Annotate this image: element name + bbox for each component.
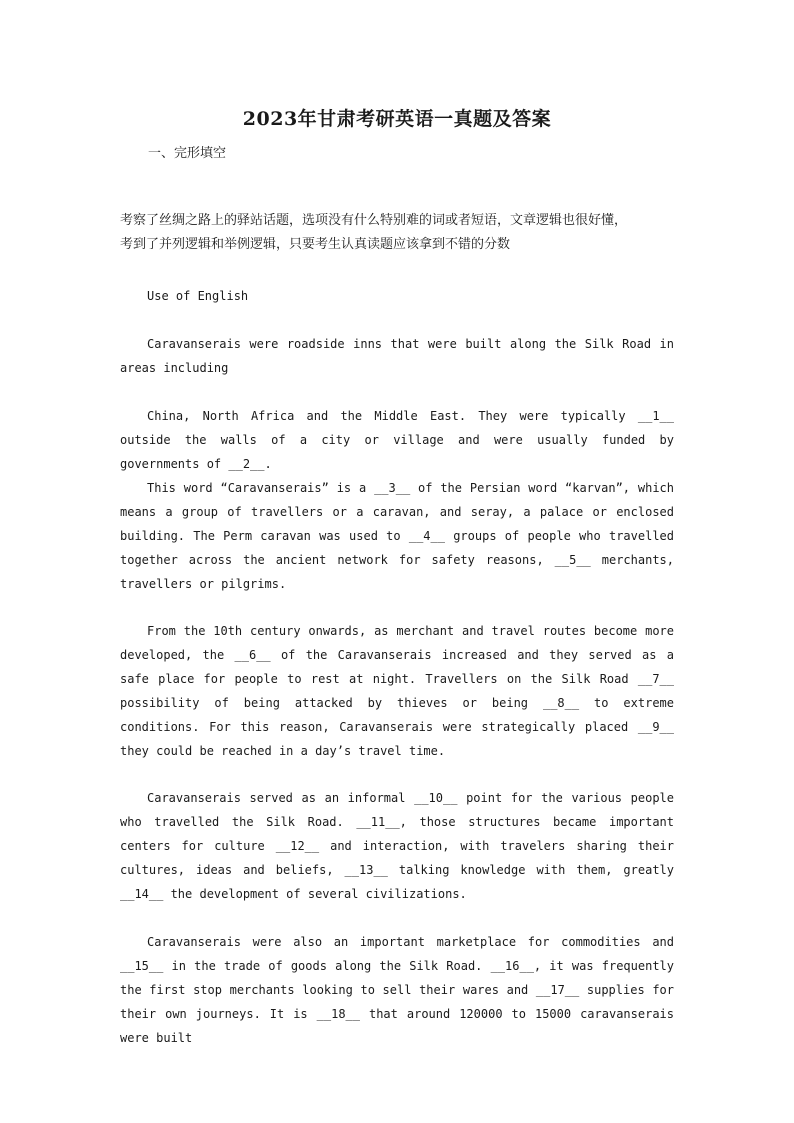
paragraph bbox=[120, 476, 674, 596]
paragraph-text: Caravanserais served as an informal __10__ point for the various people who travelled the Silk Road. __11__, those structures became important centers for culture __12__ and interaction, with travelers sharing their cultures, ideas and beliefs, __13__ talking knowledge with them, greatly __14__ the development of several civilizations. bbox=[120, 791, 674, 901]
paragraph bbox=[120, 284, 674, 308]
paragraph bbox=[120, 619, 674, 763]
paragraph-text: From the 10th century onwards, as merchant and travel routes become more developed, the __6__ of the Caravanserais increased and they served as a safe place for people to rest at night. Travellers on the Silk Road __7__ possibility of being attacked by thieves or being __8__ to extreme conditions. For this reason, Caravanserais were strategically placed __9__ they could be reached in a day’s travel time. bbox=[120, 624, 674, 758]
paragraph bbox=[120, 786, 674, 906]
intro-line: 考到了并列逻辑和举例逻辑，只要考生认真读题应该拿到不错的分数 bbox=[120, 237, 511, 252]
paragraph-text: Caravanserais were roadside inns that were built along the Silk Road in areas including bbox=[120, 337, 674, 375]
paragraph bbox=[120, 930, 674, 1050]
paragraph-text: This word “Caravanserais” is a __3__ of the Persian word “karvan”, which means a group of travellers or a caravan, and seray, a palace or enclosed building. The Perm caravan was used to __4__ groups of people who travelled together across the ancient network for safety reasons, __5__ merchants, travellers or pilgrims. bbox=[120, 481, 674, 591]
document-title: 2023年甘肃考研英语一真题及答案 bbox=[242, 108, 552, 130]
intro-text bbox=[120, 209, 680, 257]
paragraph-text: Caravanserais were also an important marketplace for commodities and __15__ in the trade of goods along the Silk Road. __16__, it was frequently the first stop merchants looking to sell their wares and __17__ supplies for their own journeys. It is __18__ that around 120000 to 15000 caravanserais were built bbox=[120, 935, 674, 1045]
paragraph bbox=[120, 404, 674, 476]
paragraph-text: Use of English bbox=[147, 289, 249, 303]
section-heading: 一、完形填空 bbox=[148, 146, 227, 161]
intro-line: 考察了丝绸之路上的驿站话题，选项没有什么特别难的词或者短语，文章逻辑也很好懂， bbox=[120, 213, 628, 228]
paragraph bbox=[120, 332, 674, 380]
paragraph-text: China, North Africa and the Middle East. They were typically __1__ outside the walls of a city or village and were usually funded by governments of __2__. bbox=[120, 409, 674, 471]
